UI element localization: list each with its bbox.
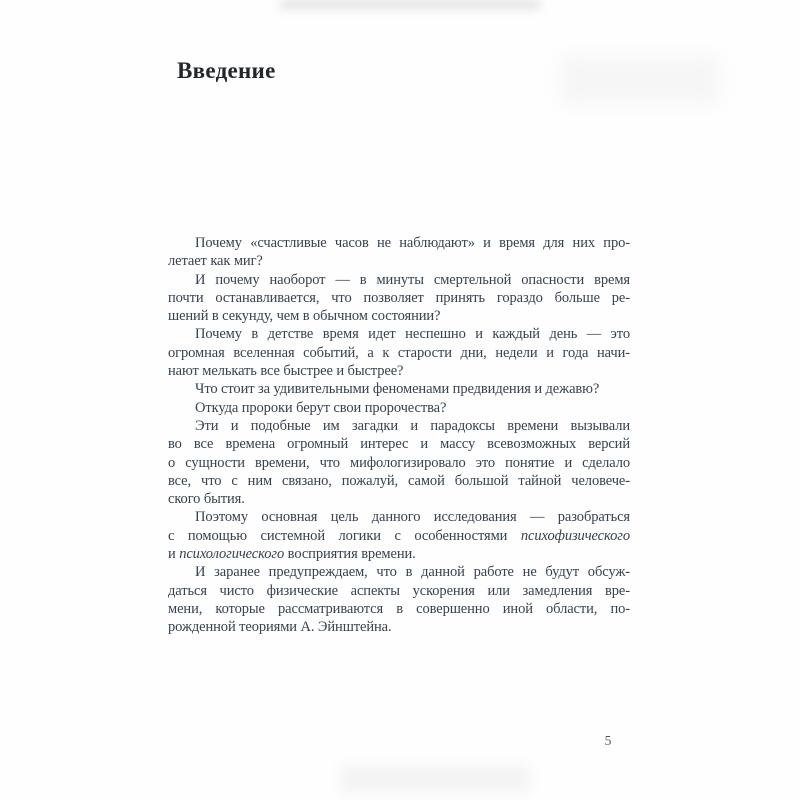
text-line: Что стоит за удивительными феноменами предвидения и дежавю? xyxy=(195,381,600,398)
text-line: Почему «счастливые часов не наблюдают» и время для них про- xyxy=(195,235,630,251)
text-line: И заранее предупреждаем, что в данной работе не будут обсуж- xyxy=(195,564,630,581)
text-line: Откуда пророки берут свои пророчества? xyxy=(195,399,447,416)
text-line: во все времена огромный интерес и массу всевозможных версий xyxy=(168,436,630,453)
text-line: И почему наоборот — в минуты смертельной опасности время xyxy=(195,271,630,288)
text-line: рожденной теориями А. Эйнштейна. xyxy=(168,619,392,636)
text-line: все, что с ним связано, пожалуй, самой большой тайной человече- xyxy=(168,472,630,489)
text-line xyxy=(168,545,630,563)
text-line: Поэтому основная цель данного исследования — разобраться xyxy=(195,509,630,526)
text-line: летает как миг? xyxy=(168,253,263,270)
text-line: огромная вселенная событий, а к старости дни, недели и года начи- xyxy=(168,344,630,361)
text-run: и xyxy=(168,546,180,563)
chapter-heading: Введение xyxy=(177,58,276,83)
scan-artifact xyxy=(560,55,720,105)
text-line: Почему в детстве время идет неспешно и каждый день — это xyxy=(195,326,630,343)
text-run: с помощью системной логики с особенностями xyxy=(168,527,521,544)
text-line: шений в секунду, чем в обычном состоянии? xyxy=(168,308,441,325)
text-run-italic: психофизического xyxy=(520,527,630,544)
text-line xyxy=(168,527,630,545)
text-line: почти останавливается, что позволяет принять гораздо больше ре- xyxy=(168,289,630,306)
text-line: Эти и подобные им загадки и парадоксы времени вызывали xyxy=(195,417,630,434)
body-text xyxy=(168,234,630,637)
text-line: ского бытия. xyxy=(168,491,245,508)
scan-artifact xyxy=(280,0,540,9)
text-line: мени, которые рассматриваются в совершенно иной области, по- xyxy=(168,600,630,617)
text-line: о сущности времени, что мифологизировало это понятие и сделало xyxy=(168,454,630,471)
text-line: даться чисто физические аспекты ускорения или замедления вре- xyxy=(168,582,630,599)
page-number: 5 xyxy=(604,733,612,748)
text-line: нают мелькать все быстрее и быстрее? xyxy=(168,363,404,380)
text-run-italic: психологического xyxy=(179,546,285,563)
scan-artifact xyxy=(340,766,530,792)
text-run: восприятия времени. xyxy=(284,546,416,563)
